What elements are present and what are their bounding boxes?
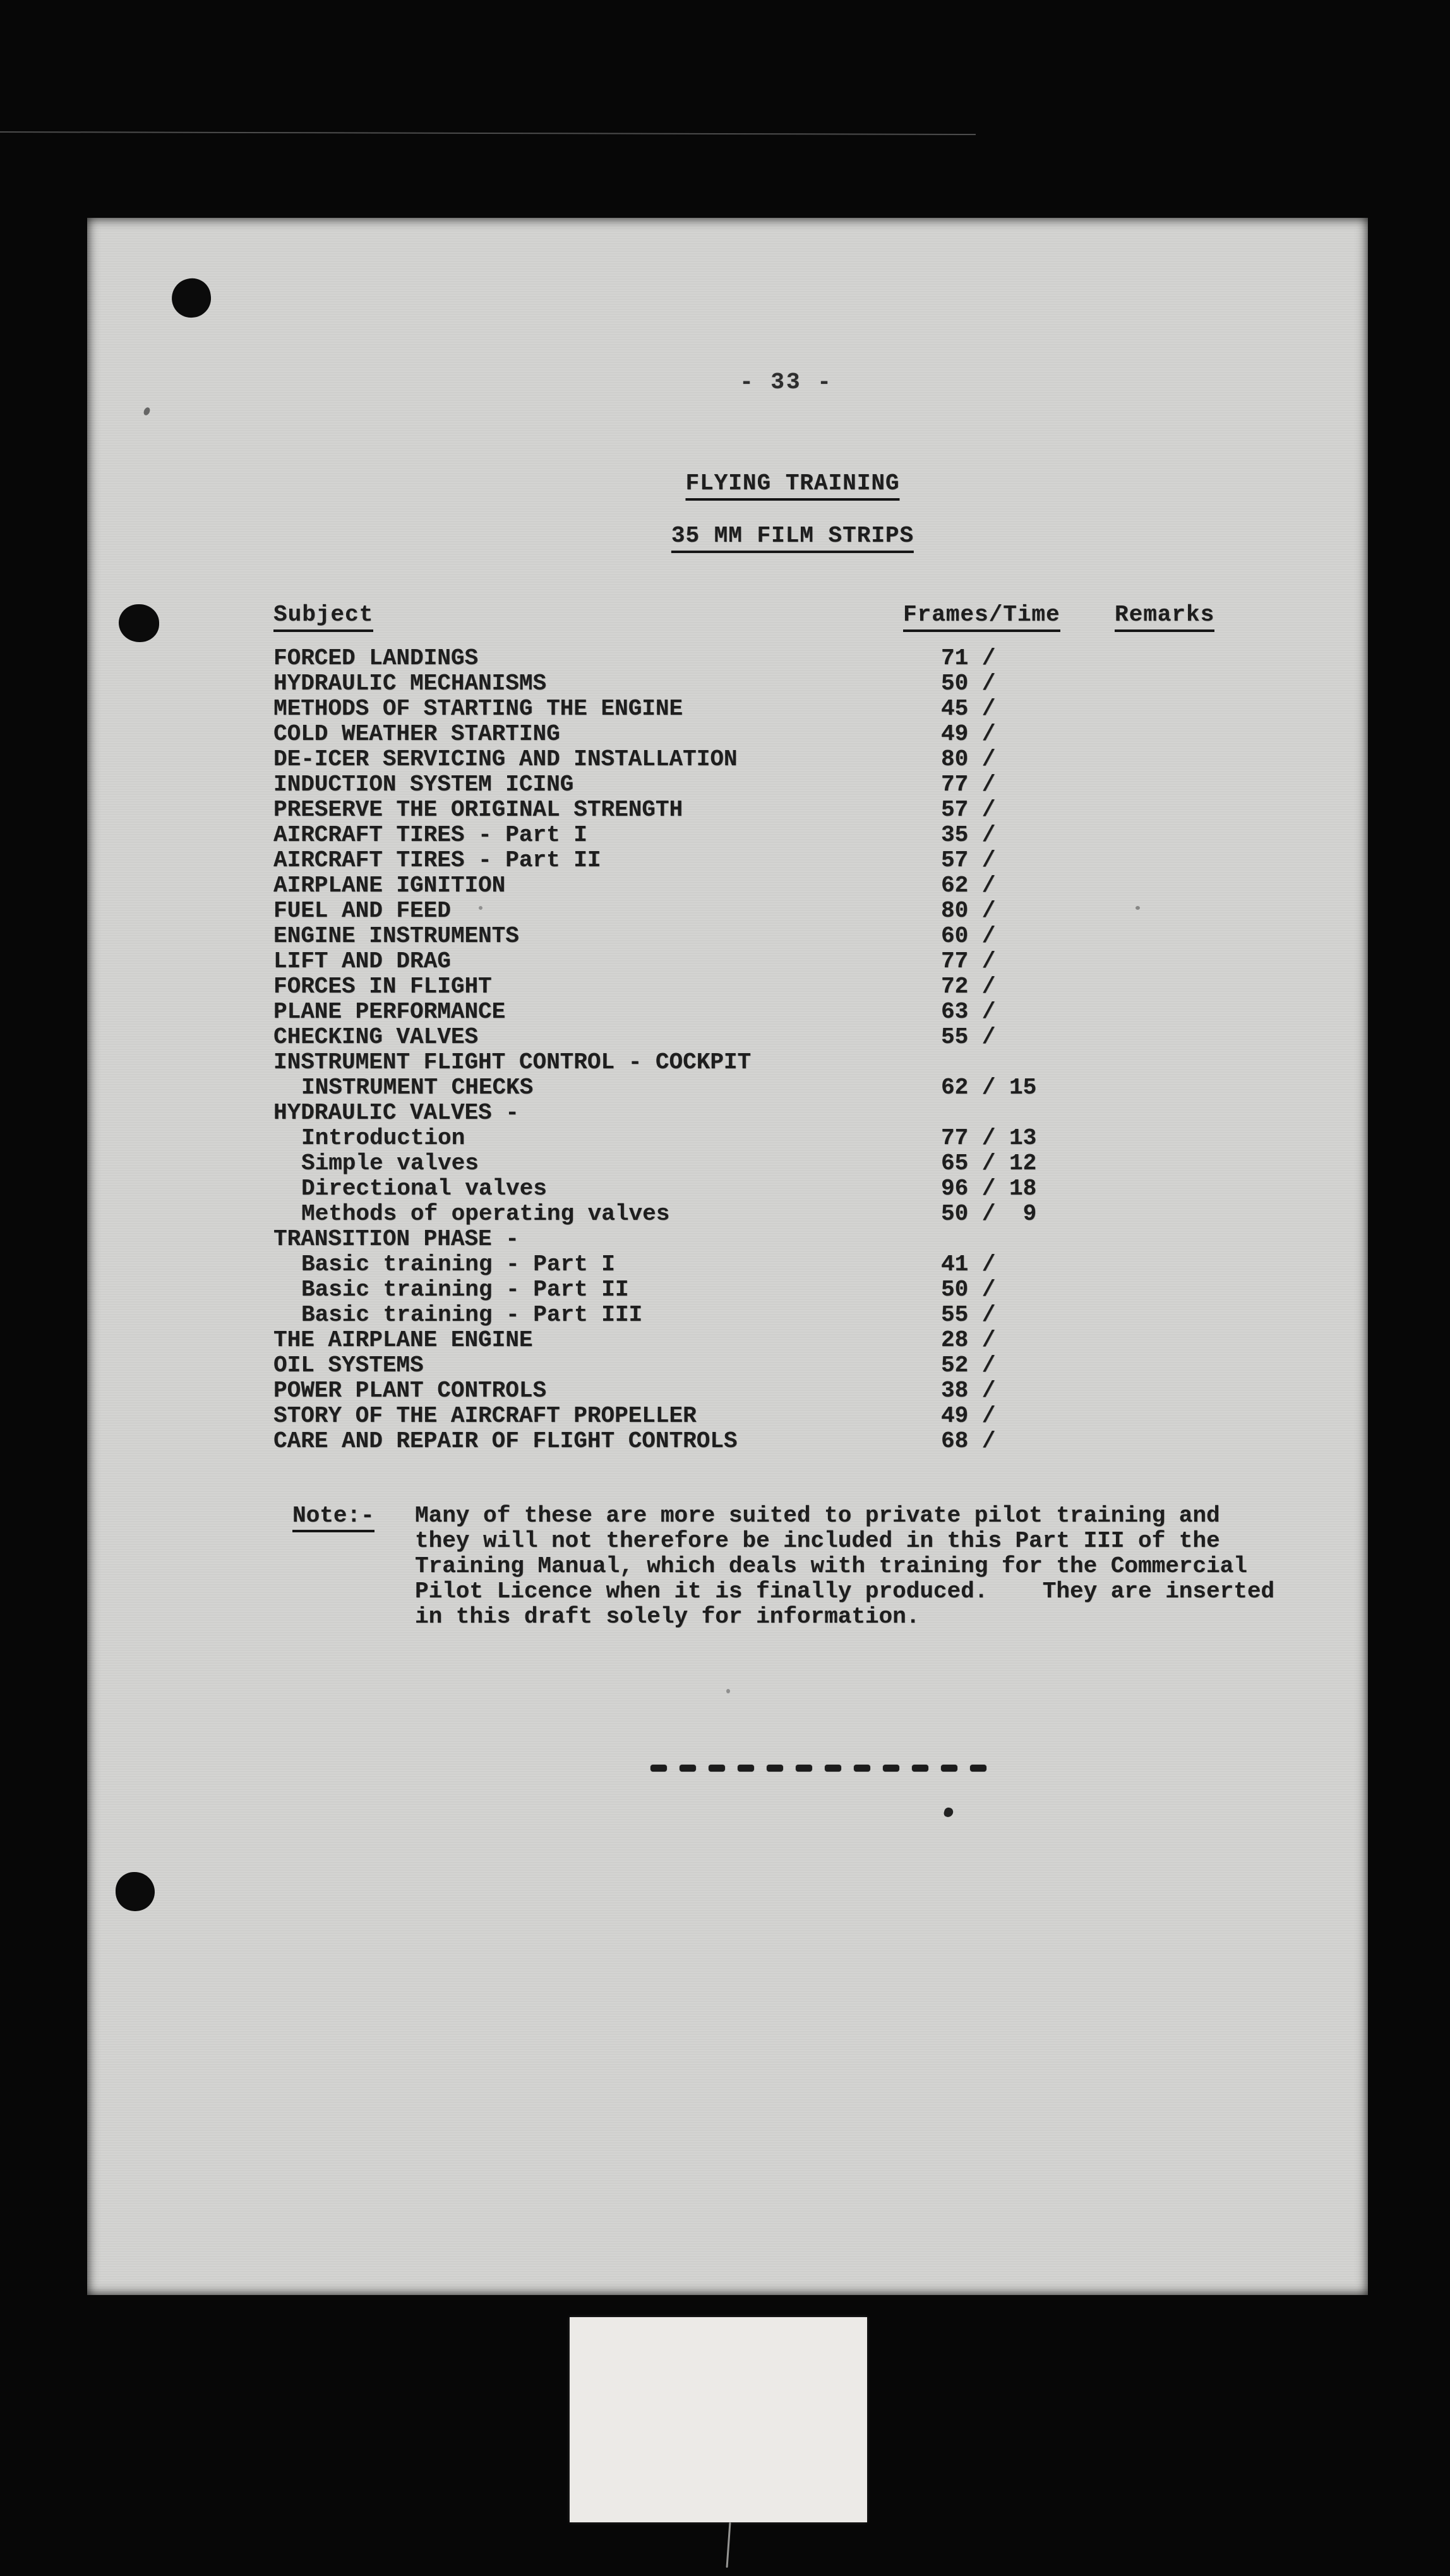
table-row-subject: HYDRAULIC VALVES -: [273, 1100, 519, 1126]
table-row: [273, 1227, 1315, 1252]
table-row-value: 45 /: [941, 696, 996, 722]
table-row-subject: CHECKING VALVES: [273, 1024, 479, 1050]
table-row: [273, 1429, 1315, 1454]
table-row: [273, 1404, 1315, 1429]
table-row-value: 50 / 9: [941, 1201, 1037, 1227]
table-row-subject: Basic training - Part III: [301, 1302, 643, 1328]
table-row: [273, 873, 1315, 898]
table-row-value: 28 /: [941, 1327, 996, 1353]
table-row-subject: Methods of operating valves: [301, 1201, 670, 1227]
table-row-subject: Introduction: [301, 1125, 465, 1151]
table-row-subject: AIRCRAFT TIRES - Part I: [273, 822, 587, 848]
dash-mark: [650, 1765, 667, 1772]
note-line: Training Manual, which deals with training for the Commercial: [415, 1553, 1247, 1579]
table-row-value: 62 / 15: [941, 1075, 1037, 1100]
thread-mark: [726, 2522, 731, 2568]
page-title: [685, 470, 899, 496]
table-row-value: 35 /: [941, 822, 996, 848]
table-row: [273, 848, 1315, 873]
note-line: Many of these are more suited to private pilot training and: [415, 1503, 1220, 1529]
table-row: [273, 1303, 1315, 1328]
table-row-subject: Basic training - Part II: [301, 1277, 629, 1303]
page-number: - 33 -: [740, 369, 833, 395]
table-row-subject: INSTRUMENT FLIGHT CONTROL - COCKPIT: [273, 1049, 752, 1075]
note-line: in this draft solely for information.: [415, 1604, 920, 1630]
column-header-subject: Subject: [273, 602, 373, 628]
table-row-value: 71 /: [941, 645, 996, 671]
table-row-subject: LIFT AND DRAG: [273, 948, 451, 974]
table-row-value: 65 / 12: [941, 1150, 1037, 1176]
table-row-value: 80 /: [941, 746, 996, 772]
table-row-subject: PLANE PERFORMANCE: [273, 999, 506, 1025]
table-row-subject: DE-ICER SERVICING AND INSTALLATION: [273, 746, 738, 772]
table-row-value: 41 /: [941, 1251, 996, 1277]
dash-mark: [767, 1765, 783, 1772]
dash-mark: [970, 1765, 986, 1772]
table-row: [273, 949, 1315, 974]
table-row-subject: STORY OF THE AIRCRAFT PROPELLER: [273, 1403, 697, 1429]
table-row: [273, 1252, 1315, 1277]
table-row-value: 68 /: [941, 1428, 996, 1454]
column-header-remarks: Remarks: [1115, 602, 1214, 628]
table-row: [273, 924, 1315, 949]
table-row-value: 77 / 13: [941, 1125, 1037, 1151]
table-row-subject: FUEL AND FEED: [273, 898, 451, 924]
column-header-frames-time: Frames/Time: [903, 602, 1060, 628]
table-row-value: 49 /: [941, 721, 996, 747]
table-row-subject: OIL SYSTEMS: [273, 1352, 424, 1378]
table-row: [273, 1126, 1315, 1151]
table-row: [273, 1353, 1315, 1378]
dash-mark: [738, 1765, 754, 1772]
ink-speck: [726, 1689, 730, 1693]
table-row-subject: INDUCTION SYSTEM ICING: [273, 772, 574, 797]
ink-dot: [119, 604, 159, 642]
table-row-subject: ENGINE INSTRUMENTS: [273, 923, 519, 949]
table-row: [273, 1202, 1315, 1227]
table-row-value: 77 /: [941, 948, 996, 974]
table-row-value: 96 / 18: [941, 1176, 1037, 1202]
table-row-subject: THE AIRPLANE ENGINE: [273, 1327, 533, 1353]
table-row-value: 57 /: [941, 797, 996, 823]
table-row: [273, 1328, 1315, 1353]
table-row-value: 63 /: [941, 999, 996, 1025]
dash-mark: [680, 1765, 696, 1772]
table-row-subject: AIRCRAFT TIRES - Part II: [273, 847, 601, 873]
dash-mark: [796, 1765, 812, 1772]
ink-speck: [143, 407, 152, 417]
table-row-value: 57 /: [941, 847, 996, 873]
table-row-value: 72 /: [941, 974, 996, 999]
table-row: [273, 1050, 1315, 1075]
table-row: [273, 1277, 1315, 1303]
table-row-value: 62 /: [941, 873, 996, 898]
table-row-subject: TRANSITION PHASE -: [273, 1226, 519, 1252]
table-row: [273, 1378, 1315, 1404]
note-line: Pilot Licence when it is finally produced. They are inserted: [415, 1578, 1275, 1604]
table-row: [273, 974, 1315, 999]
table-row: [273, 722, 1315, 747]
separator-dot: [943, 1806, 954, 1818]
dash-mark: [883, 1765, 899, 1772]
note-label: Note:-: [292, 1503, 374, 1532]
ink-dot: [169, 276, 213, 320]
ink-dot: [116, 1872, 155, 1911]
table-row-value: 49 /: [941, 1403, 996, 1429]
scratch-mark: [0, 131, 976, 135]
table-row: [273, 1176, 1315, 1202]
table-row: [273, 1025, 1315, 1050]
dash-mark: [825, 1765, 841, 1772]
table-row-value: 50 /: [941, 1277, 996, 1303]
table-row: [273, 797, 1315, 823]
table-row-subject: FORCES IN FLIGHT: [273, 974, 492, 999]
table-row-value: 60 /: [941, 923, 996, 949]
table-row-value: 50 /: [941, 671, 996, 696]
table-row-subject: Simple valves: [301, 1150, 479, 1176]
table-row-subject: Basic training - Part I: [301, 1251, 615, 1277]
table-row-value: 38 /: [941, 1378, 996, 1404]
page-subtitle: [671, 523, 914, 549]
table-row: [273, 823, 1315, 848]
note-line: they will not therefore be included in this Part III of the: [415, 1528, 1220, 1554]
table-row: [273, 999, 1315, 1025]
table-row: [273, 696, 1315, 722]
table-row-subject: FORCED LANDINGS: [273, 645, 479, 671]
table-row-subject: PRESERVE THE ORIGINAL STRENGTH: [273, 797, 683, 823]
dash-mark: [912, 1765, 928, 1772]
table-row: [273, 1075, 1315, 1100]
page-title-text: FLYING TRAINING: [685, 470, 899, 501]
dashed-separator: [650, 1765, 986, 1772]
dash-mark: [941, 1765, 957, 1772]
film-strip-table: [273, 646, 1315, 1454]
table-row-subject: POWER PLANT CONTROLS: [273, 1378, 547, 1404]
table-row-subject: INSTRUMENT CHECKS: [301, 1075, 534, 1100]
table-row: [273, 772, 1315, 797]
dash-mark: [854, 1765, 870, 1772]
note-text: [415, 1503, 1274, 1630]
document-page: [87, 218, 1368, 2295]
table-row-subject: AIRPLANE IGNITION: [273, 873, 506, 898]
table-row-value: 55 /: [941, 1024, 996, 1050]
table-row: [273, 898, 1315, 924]
table-row: [273, 747, 1315, 772]
table-row-subject: HYDRAULIC MECHANISMS: [273, 671, 547, 696]
table-row-value: 80 /: [941, 898, 996, 924]
table-row-value: 52 /: [941, 1352, 996, 1378]
bottom-label-card: [570, 2317, 867, 2522]
table-row-value: 55 /: [941, 1302, 996, 1328]
table-row-subject: Directional valves: [301, 1176, 547, 1202]
table-row: [273, 1100, 1315, 1126]
table-row-subject: METHODS OF STARTING THE ENGINE: [273, 696, 683, 722]
table-row-subject: COLD WEATHER STARTING: [273, 721, 560, 747]
table-row: [273, 671, 1315, 696]
table-row-subject: CARE AND REPAIR OF FLIGHT CONTROLS: [273, 1428, 738, 1454]
table-row: [273, 1151, 1315, 1176]
page-subtitle-text: 35 MM FILM STRIPS: [671, 523, 914, 553]
dash-mark: [709, 1765, 725, 1772]
table-row: [273, 646, 1315, 671]
table-row-value: 77 /: [941, 772, 996, 797]
